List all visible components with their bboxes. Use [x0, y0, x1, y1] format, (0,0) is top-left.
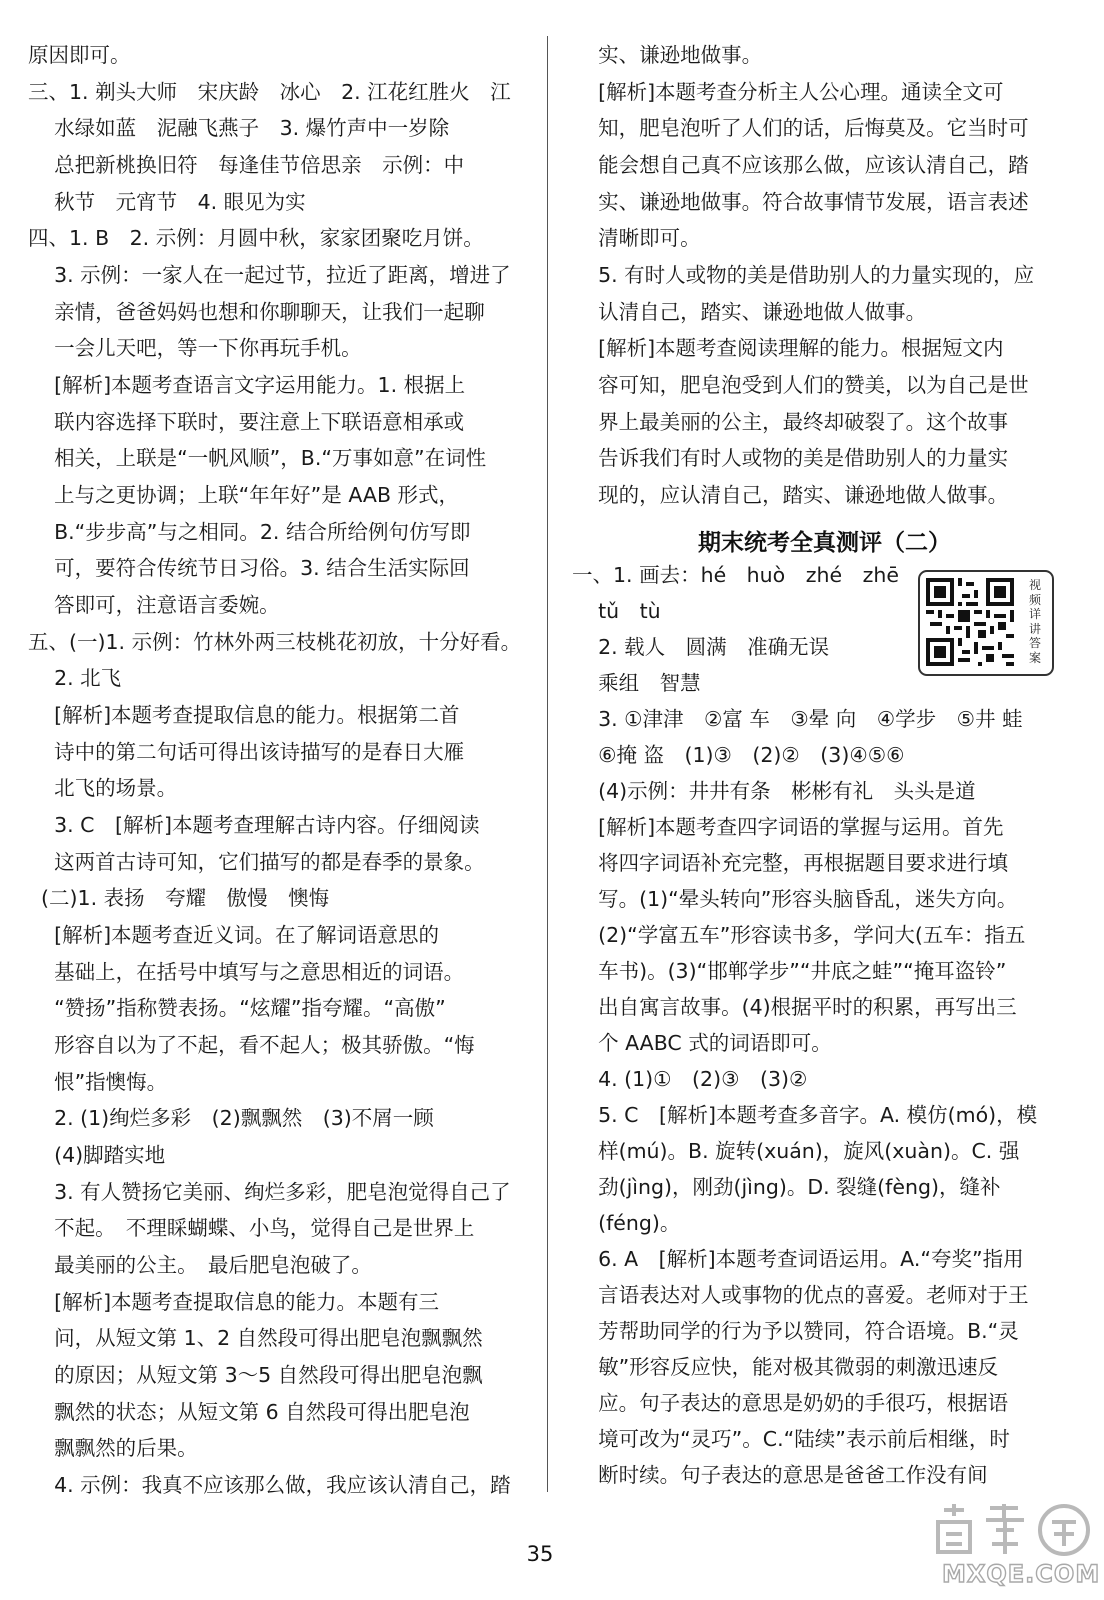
text-line: 恨”指懊悔。: [28, 1070, 168, 1094]
text-line: 北飞的场景。: [28, 776, 178, 800]
text-line: 2. 载人 圆满 准确无误: [572, 635, 830, 659]
text-line: 诗中的第二句话可得出该诗描写的是春日大雁: [28, 740, 465, 764]
text-line: tǔ tù: [572, 599, 661, 623]
text-line: 车书)。(3)“邯郸学步”“井底之蛙”“掩耳盗铃”: [572, 959, 1007, 983]
text-line: [解析]本题考查提取信息的能力。根据第二首: [28, 703, 460, 727]
text-line: 飘然的状态；从短文第 6 自然段可得出肥皂泡: [28, 1400, 470, 1424]
qr-label: 视频详讲答案: [1028, 578, 1041, 665]
text-line: 容可知，肥皂泡受到人们的赞美，以为自己是世: [572, 373, 1029, 397]
text-line: 劲(jìng)，刚劲(jìng)。D. 裂缝(fèng)，缝补: [572, 1175, 1001, 1199]
text-line: 秋节 元宵节 4. 眼见为实: [28, 190, 306, 214]
text-line: 乘组 智慧: [572, 671, 701, 695]
text-line: [解析]本题考查语言文字运用能力。1. 根据上: [28, 373, 466, 397]
text-line: (féng)。: [572, 1211, 681, 1235]
watermark-url: MXQE.COM: [942, 1560, 1101, 1588]
text-line: 应。句子表达的意思是奶奶的手很巧，根据语: [572, 1391, 1009, 1415]
text-line: 5. C [解析]本题考查多音字。A. 模仿(mó)，模: [572, 1103, 1038, 1127]
text-line: [解析]本题考查分析主人公心理。通读全文可: [572, 80, 1004, 104]
text-line: 敏”形容反应快，能对极其微弱的刺激迅速反: [572, 1355, 999, 1379]
text-line: 2. (1)绚烂多彩 (2)飘飘然 (3)不屑一顾: [28, 1106, 434, 1130]
text-line: 四、1. B 2. 示例：月圆中秋，家家团聚吃月饼。: [28, 226, 484, 250]
text-line: 可，要符合传统节日习俗。3. 结合生活实际回: [28, 556, 470, 580]
text-line: 这两首古诗可知，它们描写的都是春季的景象。: [28, 850, 485, 874]
text-line: 最美丽的公主。 最后肥皂泡破了。: [28, 1253, 372, 1277]
text-line: [解析]本题考查四字词语的掌握与运用。首先: [572, 815, 1004, 839]
text-line: 不起。 不理睬蝴蝶、小鸟，觉得自己是世界上: [28, 1216, 475, 1240]
text-line: 告诉我们有时人或物的美是借助别人的力量实: [572, 446, 1009, 470]
text-line: 的原因；从短文第 3～5 自然段可得出肥皂泡飘: [28, 1363, 483, 1387]
text-line: 知，肥皂泡听了人们的话，后悔莫及。它当时可: [572, 116, 1029, 140]
watermark-logo-icon: [926, 1500, 1098, 1560]
text-line: ⑥掩 盗 (1)③ (2)② (3)④⑤⑥: [572, 743, 905, 767]
text-line: 总把新桃换旧符 每逢佳节倍思亲 示例：中: [28, 153, 465, 177]
text-line: 3. C [解析]本题考查理解古诗内容。仔细阅读: [28, 813, 480, 837]
text-line: 2. 北飞: [28, 666, 122, 690]
text-line: (4)脚踏实地: [28, 1143, 166, 1167]
text-line: 一会儿天吧，等一下你再玩手机。: [28, 336, 362, 360]
text-line: 实、谦逊地做事。符合故事情节发展，语言表述: [572, 190, 1029, 214]
text-line: 原因即可。: [28, 43, 131, 67]
text-line: 能会想自己真不应该那么做，应该认清自己，踏: [572, 153, 1029, 177]
section-title: 期末统考全真测评（二）: [698, 530, 951, 556]
text-line: [解析]本题考查近义词。在了解词语意思的: [28, 923, 440, 947]
text-line: 形容自以为了不起，看不起人；极其骄傲。“悔: [28, 1033, 475, 1057]
text-line: 亲情，爸爸妈妈也想和你聊聊天，让我们一起聊: [28, 300, 485, 324]
text-line: 问，从短文第 1、2 自然段可得出肥皂泡飘飘然: [28, 1326, 483, 1350]
text-line: 写。(1)“晕头转向”形容头脑昏乱，迷失方向。: [572, 887, 1018, 911]
text-line: (4)示例：井井有条 彬彬有礼 头头是道: [572, 779, 976, 803]
text-line: 现的，应认清自己，踏实、谦逊地做人做事。: [572, 483, 1009, 507]
watermark: [926, 1500, 1101, 1596]
text-line: 联内容选择下联时，要注意上下联语意相承或: [28, 410, 465, 434]
column-divider: [547, 36, 548, 1492]
text-line: 4. 示例：我真不应该那么做，我应该认清自己，踏: [28, 1473, 511, 1497]
text-line: 相关，上联是“一帆风顺”，B.“万事如意”在词性: [28, 446, 487, 470]
text-line: 认清自己，踏实、谦逊地做人做事。: [572, 300, 927, 324]
text-line: 芳帮助同学的行为予以赞同，符合语境。B.“灵: [572, 1319, 1019, 1343]
text-line: 4. (1)① (2)③ (3)②: [572, 1067, 808, 1091]
text-line: “赞扬”指称赞表扬。“炫耀”指夸耀。“高傲”: [28, 996, 446, 1020]
text-line: 言语表达对人或事物的优点的喜爱。老师对于王: [572, 1283, 1029, 1307]
text-line: (二)1. 表扬 夸耀 傲慢 懊悔: [28, 886, 330, 910]
text-line: 5. 有时人或物的美是借助别人的力量实现的，应: [572, 263, 1035, 287]
text-line: 水绿如蓝 泥融飞燕子 3. 爆竹声中一岁除: [28, 116, 450, 140]
text-line: 飘飘然的后果。: [28, 1436, 198, 1460]
text-line: (2)“学富五车”形容读书多，学问大(五车：指五: [572, 923, 1026, 947]
qr-code-icon: [926, 578, 1014, 666]
text-line: 3. ①津津 ②富 车 ③晕 向 ④学步 ⑤井 蛙: [572, 707, 1023, 731]
text-line: 将四字词语补充完整，再根据题目要求进行填: [572, 851, 1009, 875]
text-line: 基础上，在括号中填写与之意思相近的词语。: [28, 960, 465, 984]
text-line: 三、1. 剃头大师 宋庆龄 冰心 2. 江花红胜火 江: [28, 80, 511, 104]
text-line: 答即可，注意语言委婉。: [28, 593, 280, 617]
text-line: [解析]本题考查阅读理解的能力。根据短文内: [572, 336, 1004, 360]
text-line: 样(mú)。B. 旋转(xuán)，旋风(xuàn)。C. 强: [572, 1139, 1020, 1163]
text-line: 出自寓言故事。(4)根据平时的积累，再写出三: [572, 995, 1017, 1019]
text-line: 3. 示例：一家人在一起过节，拉近了距离，增进了: [28, 263, 511, 287]
text-line: 个 AABC 式的词语即可。: [572, 1031, 832, 1055]
qr-code-box[interactable]: [918, 570, 1054, 676]
text-line: 实、谦逊地做事。: [572, 43, 763, 67]
text-line: 清晰即可。: [572, 226, 701, 250]
text-line: [解析]本题考查提取信息的能力。本题有三: [28, 1290, 440, 1314]
page-number: 35: [526, 1542, 554, 1566]
text-line: 五、(一)1. 示例：竹林外两三枝桃花初放，十分好看。: [28, 630, 522, 654]
text-line: 断时续。句子表达的意思是爸爸工作没有间: [572, 1463, 988, 1487]
text-line: 6. A [解析]本题考查词语运用。A.“夸奖”指用: [572, 1247, 1024, 1271]
text-line: 上与之更协调；上联“年年好”是 AAB 形式，: [28, 483, 460, 507]
text-line: 境可改为“灵巧”。C.“陆续”表示前后相继，时: [572, 1427, 1010, 1451]
text-line: B.“步步高”与之相同。2. 结合所给例句仿写即: [28, 520, 471, 544]
text-line: 界上最美丽的公主，最终却破裂了。这个故事: [572, 410, 1009, 434]
text-line: 3. 有人赞扬它美丽、绚烂多彩，肥皂泡觉得自己了: [28, 1180, 511, 1204]
text-line: 一、1. 画去：hé huò zhé zhē: [572, 563, 899, 587]
